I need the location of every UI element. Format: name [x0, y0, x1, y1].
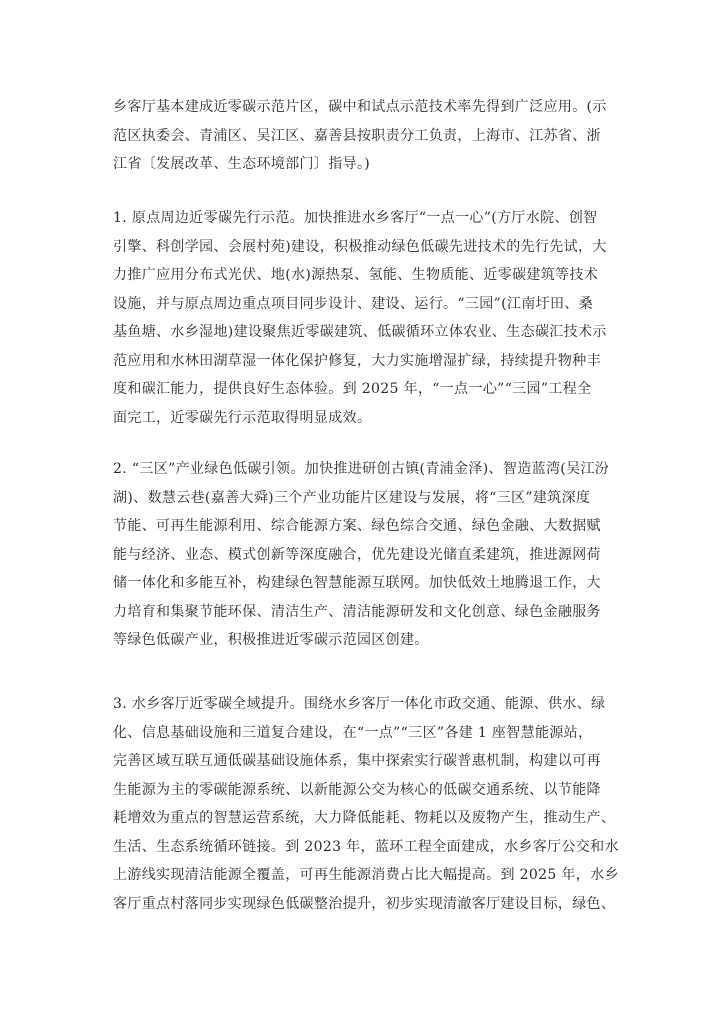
text-line: 化、信息基础设施和三道复合建设，在“一点”“三区”各建 1 座智慧能源站， [113, 724, 593, 741]
text-line: 力培育和集聚节能环保、清洁生产、清洁能源研发和文化创意、绿色金融服务 [113, 603, 601, 620]
text-line: 生能源为主的零碳能源系统、以新能源公交为核心的低碳交通系统、以节能降 [113, 781, 601, 798]
paragraph-item-1 [113, 204, 623, 432]
text-line: 范应用和水林田湖草湿一体化保护修复，大力实施增湿扩绿，持续提升物种丰 [113, 352, 601, 369]
text-line: 力推广应用分布式光伏、地(水)源热泵、氢能、生物质能、近零碳建筑等技术 [113, 267, 599, 283]
text-line: 3. 水乡客厅近零碳全域提升。围绕水乡客厅一体化市政交通、能源、供水、绿 [113, 696, 606, 712]
text-line: 2. “三区”产业绿色低碳引领。加快推进研创古镇(青浦金泽)、智造蓝湾(吴江汾 [113, 461, 610, 477]
text-line: 储一体化和多能互补，构建绿色智慧能源互联网。加快低效土地腾退工作，大 [113, 575, 601, 591]
paragraph-item-2 [113, 455, 623, 655]
text-line: 乡客厅基本建成近零碳示范片区，碳中和试点示范技术率先得到广泛应用。(示 [113, 99, 607, 115]
text-line: 能与经济、业态、模式创新等深度融合，优先建设光储直柔建筑，推进源网荷 [113, 546, 601, 563]
text-line: 江省〔发展改革、生态环境部门〕指导。) [113, 156, 371, 172]
text-line: 等绿色低碳产业，积极推进近零碳示范园区创建。 [113, 632, 429, 648]
text-line: 节能、可再生能源利用、综合能源方案、绿色综合交通、绿色金融、大数据赋 [113, 518, 601, 534]
text-line: 范区执委会、青浦区、吴江区、嘉善县按职责分工负责，上海市、江苏省、浙 [113, 127, 601, 144]
paragraph-continuation [113, 93, 623, 179]
text-line: 生活、生态系统循环链接。到 2023 年，蓝环工程全面建成，水乡客厅公交和水 [113, 838, 619, 855]
text-line: 耗增效为重点的智慧运营系统，大力降低能耗、物耗以及废物产生，推动生产、 [113, 810, 616, 826]
text-line: 湖)、数慧云巷(嘉善大舜)三个产业功能片区建设与发展，将“三区”建筑深度 [113, 489, 591, 506]
text-line: 设施，并与原点周边重点项目同步设计、建设、运行。“三园”(江南圩田、桑 [113, 295, 594, 312]
text-line: 上游线实现清洁能源全覆盖，可再生能源消费占比大幅提高。到 2025 年，水乡 [113, 867, 619, 883]
text-line: 度和碳汇能力，提供良好生态体验。到 2025 年，“一点一心”“三园”工程全 [113, 381, 592, 397]
text-line: 客厅重点村落同步实现绿色低碳整治提升，初步实现清澈客厅建设目标，绿色、 [113, 895, 616, 912]
text-line: 基鱼塘、水乡湿地)建设聚焦近零碳建筑、低碳循环立体农业、生态碳汇技术示 [113, 324, 607, 340]
text-line: 1. 原点周边近零碳先行示范。加快推进水乡客厅“一点一心”(方厅水院、创智 [113, 210, 598, 226]
paragraph-item-3 [113, 690, 623, 918]
text-line: 完善区域互联互通低碳基础设施体系，集中探索实行碳普惠机制，构建以可再 [113, 753, 601, 769]
text-line: 面完工，近零碳先行示范取得明显成效。 [113, 409, 372, 426]
text-line: 引擎、科创学园、会展村苑)建设，积极推动绿色低碳先进技术的先行先试，大 [113, 238, 607, 255]
